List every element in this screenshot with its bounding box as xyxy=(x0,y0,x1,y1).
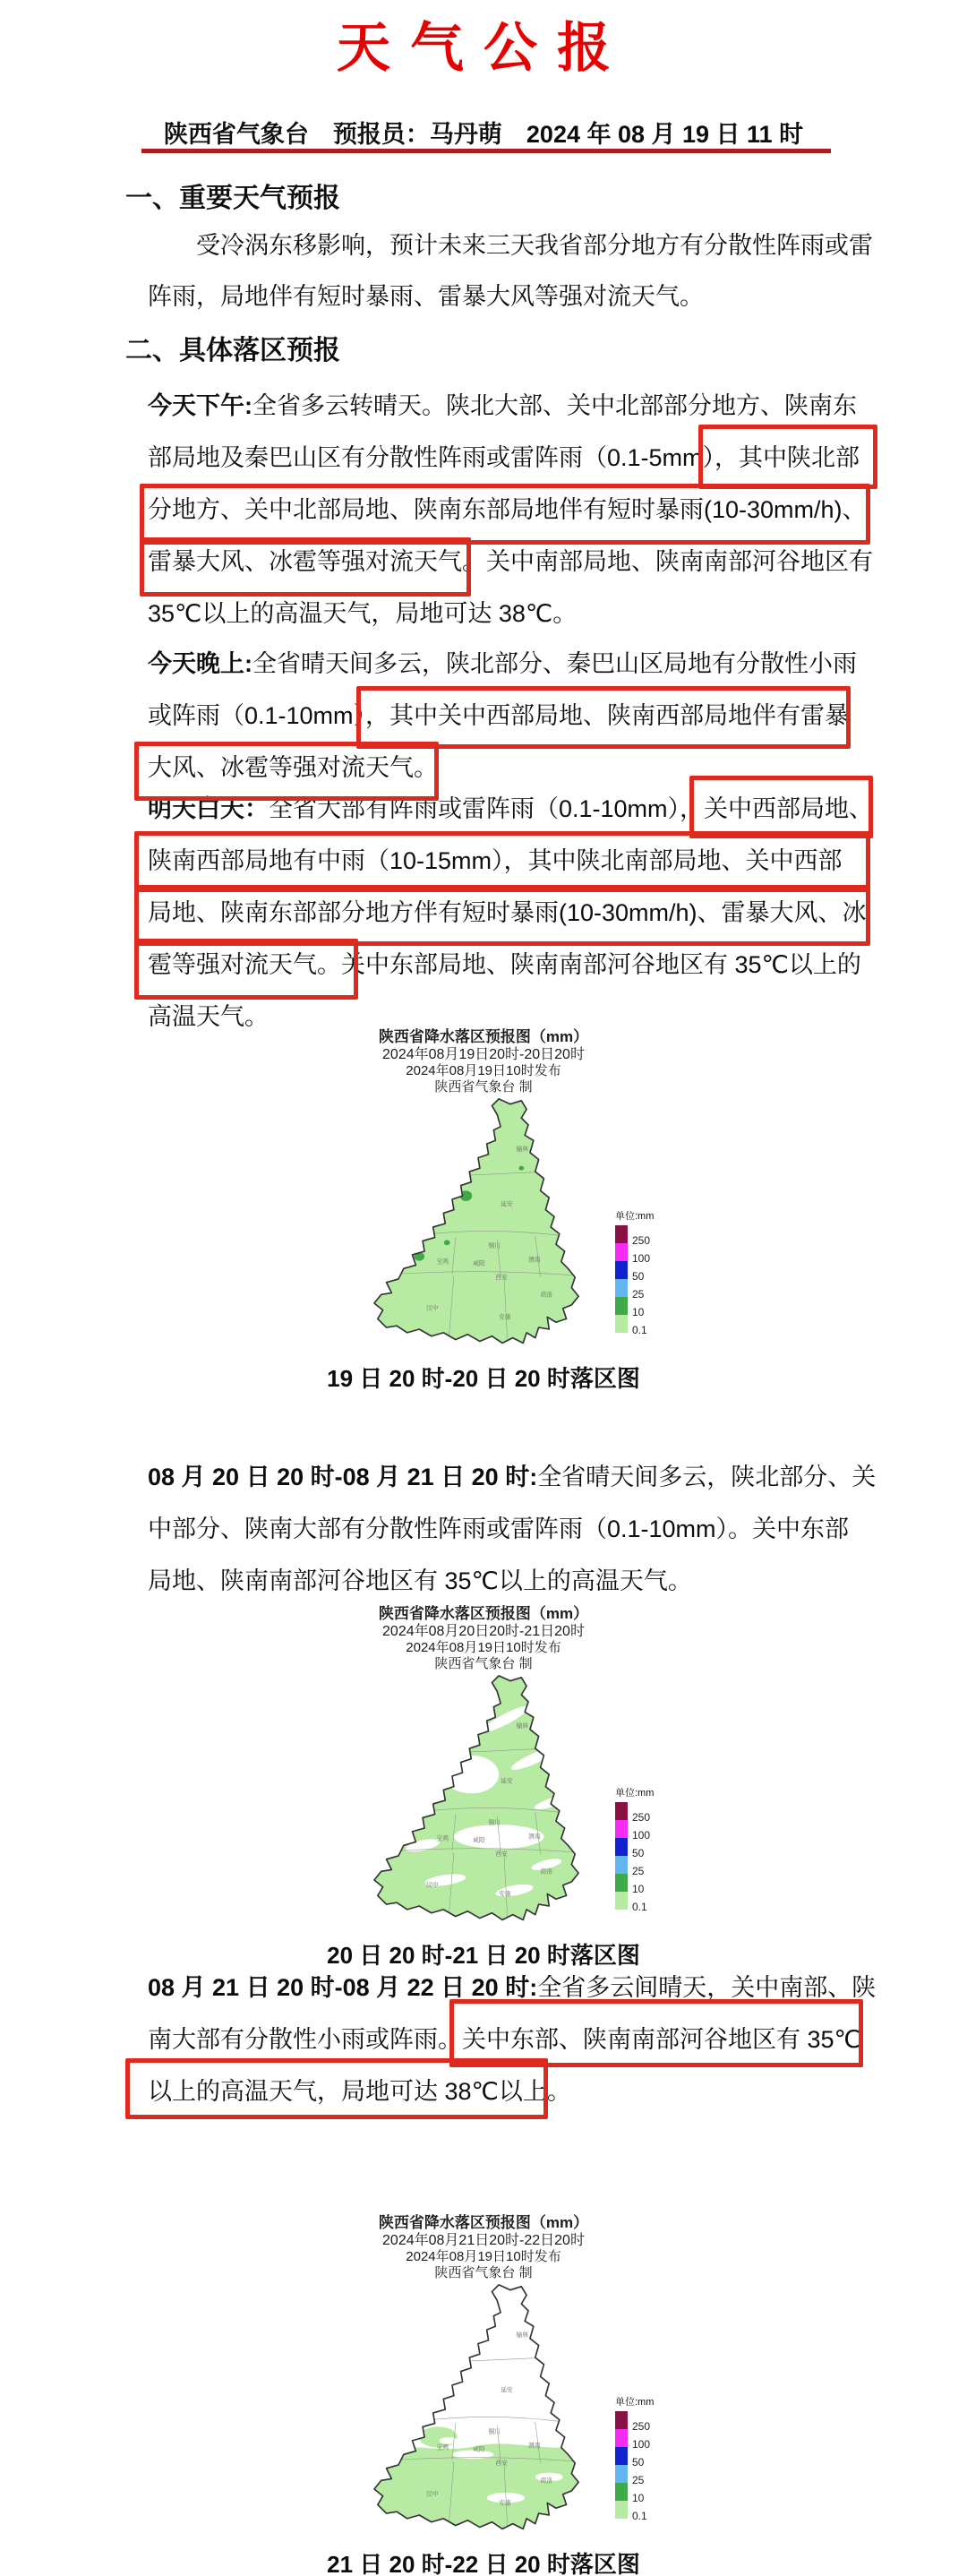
city-label: 榆林 xyxy=(516,2331,529,2339)
legend-level-row xyxy=(615,1225,672,1247)
text-line: 08 月 21 日 20 时-08 月 22 日 20 时:全省多云间晴天，关中南部、陕 xyxy=(148,1974,877,2001)
highlight-box-1 xyxy=(698,425,877,489)
text-line: 受冷涡东移影响，预计未来三天我省部分地方有分散性阵雨或雷 xyxy=(196,232,873,259)
map2-producer: 陕西省气象台 制 xyxy=(434,1656,533,1671)
legend-level-value: 50 xyxy=(632,1847,645,1859)
text-line: 雷暴大风、冰雹等强对流天气。关中南部局地、陕南南部河谷地区有 xyxy=(148,548,873,575)
legend-color-swatch xyxy=(615,1838,628,1856)
map3-caption: 21 日 20 时-22 日 20 时落区图 xyxy=(327,2551,640,2576)
legend-level-value: 250 xyxy=(632,2420,651,2433)
legend-level-row xyxy=(615,2501,672,2522)
map2-valid-period: 2024年08月20日20时-21日20时 xyxy=(382,1624,585,1639)
legend-level-row xyxy=(615,1820,672,1842)
city-label: 西安 xyxy=(495,1850,508,1858)
map1-title: 陕西省降水落区预报图（mm） xyxy=(378,1028,589,1045)
precip-map-figure-1 xyxy=(291,1028,676,1394)
city-label: 咸阳 xyxy=(473,1260,485,1267)
legend-level-value: 25 xyxy=(632,1288,645,1301)
shaanxi-map-3 xyxy=(343,2281,612,2541)
page-title: 天气公报 xyxy=(337,18,630,78)
map1-body xyxy=(291,1095,676,1357)
city-label: 宝鸡 xyxy=(436,1835,449,1842)
precip-legend xyxy=(615,1208,672,1336)
city-label: 安康 xyxy=(499,1314,511,1321)
map3-producer: 陕西省气象台 制 xyxy=(434,2265,533,2280)
legend-level-row xyxy=(615,2429,672,2451)
city-label: 渭南 xyxy=(528,2443,541,2450)
legend-color-swatch xyxy=(615,2465,628,2483)
legend-level-value: 0.1 xyxy=(632,2510,647,2522)
legend-level-value: 50 xyxy=(632,2456,645,2469)
legend-level-row xyxy=(615,2447,672,2469)
city-label: 汉中 xyxy=(425,1305,439,1312)
city-label: 铜川 xyxy=(488,1820,501,1827)
map2-caption: 20 日 20 时-21 日 20 时落区图 xyxy=(327,1942,640,1969)
highlight-box-10 xyxy=(449,1999,863,2067)
city-label: 铜川 xyxy=(488,1243,501,1250)
text-line: 陕南西部局地有中雨（10-15mm），其中陕北南部局地、关中西部 xyxy=(148,847,843,874)
city-label: 西安 xyxy=(495,2460,508,2467)
legend-color-swatch xyxy=(615,2483,628,2501)
legend-level-row xyxy=(615,1874,672,1895)
legend-level-value: 10 xyxy=(632,1883,645,1895)
map2-title: 陕西省降水落区预报图（mm） xyxy=(378,1605,589,1622)
legend-level-value: 10 xyxy=(632,1306,645,1318)
legend-level-value: 250 xyxy=(632,1234,651,1247)
legend-level-row xyxy=(615,1892,672,1913)
city-label: 宝鸡 xyxy=(436,1258,449,1266)
legend-color-swatch xyxy=(615,1261,628,1279)
legend-level-value: 50 xyxy=(632,1270,645,1283)
legend-level-row xyxy=(615,1856,672,1877)
legend-color-swatch xyxy=(615,1315,628,1333)
city-label: 安康 xyxy=(499,2500,511,2507)
text-line: 35℃以上的高温天气，局地可达 38℃。 xyxy=(148,600,578,627)
legend-level-row xyxy=(615,2465,672,2486)
highlight-box-11 xyxy=(125,2058,548,2119)
legend-unit-label: 单位:mm xyxy=(615,1788,655,1799)
highlight-box-7 xyxy=(134,831,870,892)
text-line: 明天白天：全省大部有阵雨或雷阵雨（0.1-10mm），关中西部局地、 xyxy=(148,795,874,822)
text-line: 阵雨，局地伴有短时暴雨、雷暴大风等强对流天气。 xyxy=(148,283,704,310)
legend-color-swatch xyxy=(615,2501,628,2519)
city-label: 延安 xyxy=(501,2387,513,2394)
city-label: 汉中 xyxy=(425,1882,439,1889)
legend-level-value: 25 xyxy=(632,1865,645,1877)
day2-forecast-paragraph xyxy=(148,1451,877,1607)
legend-color-swatch xyxy=(615,2447,628,2465)
city-label: 商洛 xyxy=(540,1868,553,1876)
map1-header xyxy=(291,1028,676,1095)
city-label: 汉中 xyxy=(425,2491,439,2498)
precip-legend xyxy=(615,2394,672,2522)
map3-title: 陕西省降水落区预报图（mm） xyxy=(378,2214,589,2231)
legend-color-swatch xyxy=(615,1892,628,1910)
city-label: 宝鸡 xyxy=(436,2444,449,2451)
legend-color-swatch xyxy=(615,1820,628,1838)
paragraph-label: 今天下午: xyxy=(148,392,252,419)
precip-map-figure-2 xyxy=(291,1605,676,1971)
legend-color-swatch xyxy=(615,1279,628,1297)
text-line: 或阵雨（0.1-10mm），其中关中西部局地、陕南西部局地伴有雷暴 xyxy=(148,702,850,729)
legend-level-row xyxy=(615,1315,672,1336)
text-line: 雹等强对流天气。关中东部局地、陕南南部河谷地区有 35℃以上的 xyxy=(148,951,861,978)
red-underline-rule xyxy=(141,149,831,153)
map1-producer: 陕西省气象台 制 xyxy=(434,1079,533,1095)
legend-color-swatch xyxy=(615,1243,628,1261)
text-line: 局地、陕南东部部分地方伴有短时暴雨(10-30mm/h)、雷暴大风、冰 xyxy=(148,899,867,926)
city-label: 西安 xyxy=(495,1274,508,1281)
city-label: 铜川 xyxy=(488,2429,501,2436)
legend-color-swatch xyxy=(615,1297,628,1315)
text-line: 大风、冰雹等强对流天气。 xyxy=(148,754,438,781)
city-label: 咸阳 xyxy=(473,1837,485,1844)
text-line: 南大部有分散性小雨或阵雨。关中东部、陕南南部河谷地区有 35℃ xyxy=(148,2026,861,2053)
legend-level-value: 100 xyxy=(632,1829,651,1842)
issuer-line: 陕西省气象台 预报员：马丹萌 2024 年 08 月 19 日 11 时 xyxy=(163,121,804,148)
section1-heading: 一、重要天气预报 xyxy=(125,184,340,213)
shaanxi-map-1 xyxy=(343,1095,612,1355)
legend-level-value: 250 xyxy=(632,1811,651,1824)
text-line: 中部分、陕南大部有分散性阵雨或雷阵雨（0.1-10mm）。关中东部 xyxy=(148,1516,850,1542)
map3-header xyxy=(291,2214,676,2281)
text-line: 分地方、关中北部局地、陕南东部局地伴有短时暴雨(10-30mm/h)、 xyxy=(148,496,867,523)
text-line: 08 月 20 日 20 时-08 月 21 日 20 时:全省晴天间多云，陕北部分、关 xyxy=(148,1464,877,1490)
legend-level-value: 0.1 xyxy=(632,1901,647,1913)
text-line: 局地、陕南南部河谷地区有 35℃以上的高温天气。 xyxy=(148,1567,692,1594)
text-line: 今天晚上:全省晴天间多云，陕北部分、秦巴山区局地有分散性小雨 xyxy=(148,650,857,677)
legend-level-row xyxy=(615,1279,672,1301)
legend-color-swatch xyxy=(615,1225,628,1243)
precip-map-figure-3 xyxy=(291,2214,676,2576)
city-label: 商洛 xyxy=(540,1292,553,1299)
shaanxi-map-2 xyxy=(343,1672,612,1932)
map2-issue-time: 2024年08月19日10时发布 xyxy=(406,1640,561,1655)
city-label: 延安 xyxy=(501,1778,513,1785)
legend-level-row xyxy=(615,1838,672,1859)
city-label: 榆林 xyxy=(516,1722,529,1730)
map3-issue-time: 2024年08月19日10时发布 xyxy=(406,2249,561,2264)
city-label: 榆林 xyxy=(516,1146,529,1153)
section2-heading: 二、具体落区预报 xyxy=(125,336,340,365)
legend-level-value: 100 xyxy=(632,1252,651,1265)
legend-color-swatch xyxy=(615,1874,628,1892)
legend-level-row xyxy=(615,1802,672,1824)
map3-body xyxy=(291,2281,676,2543)
highlight-box-9 xyxy=(134,939,358,1000)
text-line: 部局地及秦巴山区有分散性阵雨或雷阵雨（0.1-5mm），其中陕北部 xyxy=(148,444,860,471)
text-line: 今天下午:全省多云转晴天。陕北大部、关中北部部分地方、陕南东 xyxy=(148,392,857,419)
highlight-box-6 xyxy=(689,776,873,838)
city-label: 渭南 xyxy=(528,1257,541,1264)
legend-color-swatch xyxy=(615,1856,628,1874)
paragraph-label: 今天晚上: xyxy=(148,650,252,677)
highlight-box-8 xyxy=(134,885,870,946)
text-line: 以上的高温天气，局地可达 38℃以上。 xyxy=(148,2078,571,2105)
highlight-box-3 xyxy=(140,537,471,597)
highlight-box-4 xyxy=(356,686,851,749)
text-line: 高温天气。 xyxy=(148,1003,269,1030)
legend-level-value: 100 xyxy=(632,2438,651,2451)
important-forecast-paragraph xyxy=(148,220,873,322)
legend-level-value: 25 xyxy=(632,2474,645,2486)
city-label: 渭南 xyxy=(528,1833,541,1841)
legend-level-value: 0.1 xyxy=(632,1324,647,1336)
legend-level-row xyxy=(615,2483,672,2504)
legend-level-row xyxy=(615,1261,672,1283)
paragraph-label: 明天白天： xyxy=(148,795,269,822)
paragraph-label: 08 月 21 日 20 时-08 月 22 日 20 时: xyxy=(148,1974,538,2001)
legend-level-row xyxy=(615,1243,672,1265)
legend-unit-label: 单位:mm xyxy=(615,2397,655,2408)
legend-color-swatch xyxy=(615,2429,628,2447)
highlight-box-2 xyxy=(140,484,870,545)
paragraph-label: 08 月 20 日 20 时-08 月 21 日 20 时: xyxy=(148,1464,538,1490)
legend-level-row xyxy=(615,1297,672,1318)
city-label: 延安 xyxy=(501,1201,513,1208)
map1-caption: 19 日 20 时-20 日 20 时落区图 xyxy=(327,1365,640,1392)
legend-unit-label: 单位:mm xyxy=(615,1211,655,1222)
city-label: 咸阳 xyxy=(473,2446,485,2453)
map3-valid-period: 2024年08月21日20时-22日20时 xyxy=(382,2233,585,2248)
legend-color-swatch xyxy=(615,2411,628,2429)
map2-header xyxy=(291,1605,676,1672)
legend-level-value: 10 xyxy=(632,2492,645,2504)
legend-color-swatch xyxy=(615,1802,628,1820)
highlight-box-5 xyxy=(134,742,439,801)
city-label: 安康 xyxy=(499,1891,511,1898)
precip-legend xyxy=(615,1785,672,1913)
legend-level-row xyxy=(615,2411,672,2433)
map2-body xyxy=(291,1672,676,1934)
map1-valid-period: 2024年08月19日20时-20日20时 xyxy=(382,1047,585,1062)
city-label: 商洛 xyxy=(540,2477,553,2485)
map1-issue-time: 2024年08月19日10时发布 xyxy=(406,1063,561,1078)
